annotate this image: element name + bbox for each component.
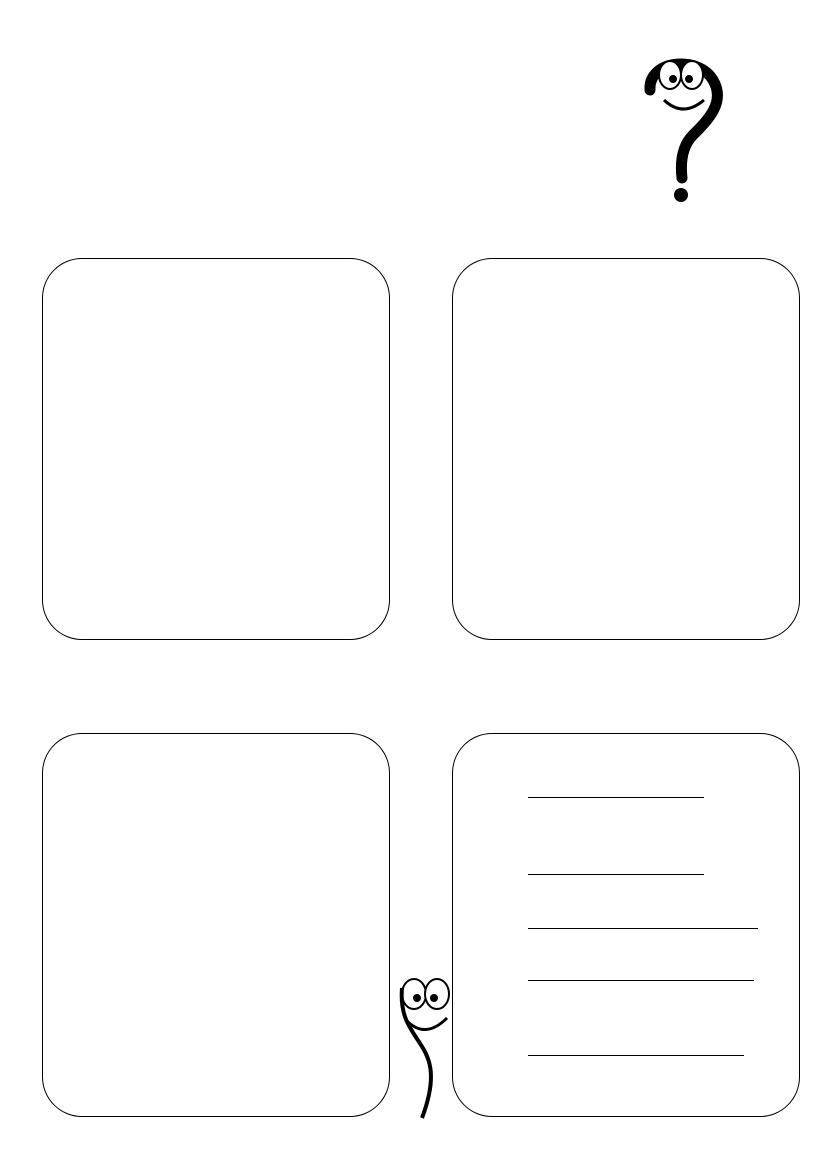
order-heading	[434, 662, 764, 698]
answer-line	[528, 980, 754, 981]
exercise-box-bottom-right	[452, 733, 800, 1117]
exercise-box-top-left	[42, 258, 390, 640]
exercise-box-bottom-left	[42, 733, 390, 1117]
questions-heading	[60, 628, 420, 728]
answer-line	[528, 797, 704, 798]
question-mark-face-icon	[392, 968, 462, 1133]
exercise-box-top-right	[452, 258, 800, 640]
answer-line	[528, 874, 704, 875]
question-mark-face-icon	[628, 50, 738, 210]
answer-line	[528, 928, 758, 929]
answer-line	[528, 1055, 744, 1056]
